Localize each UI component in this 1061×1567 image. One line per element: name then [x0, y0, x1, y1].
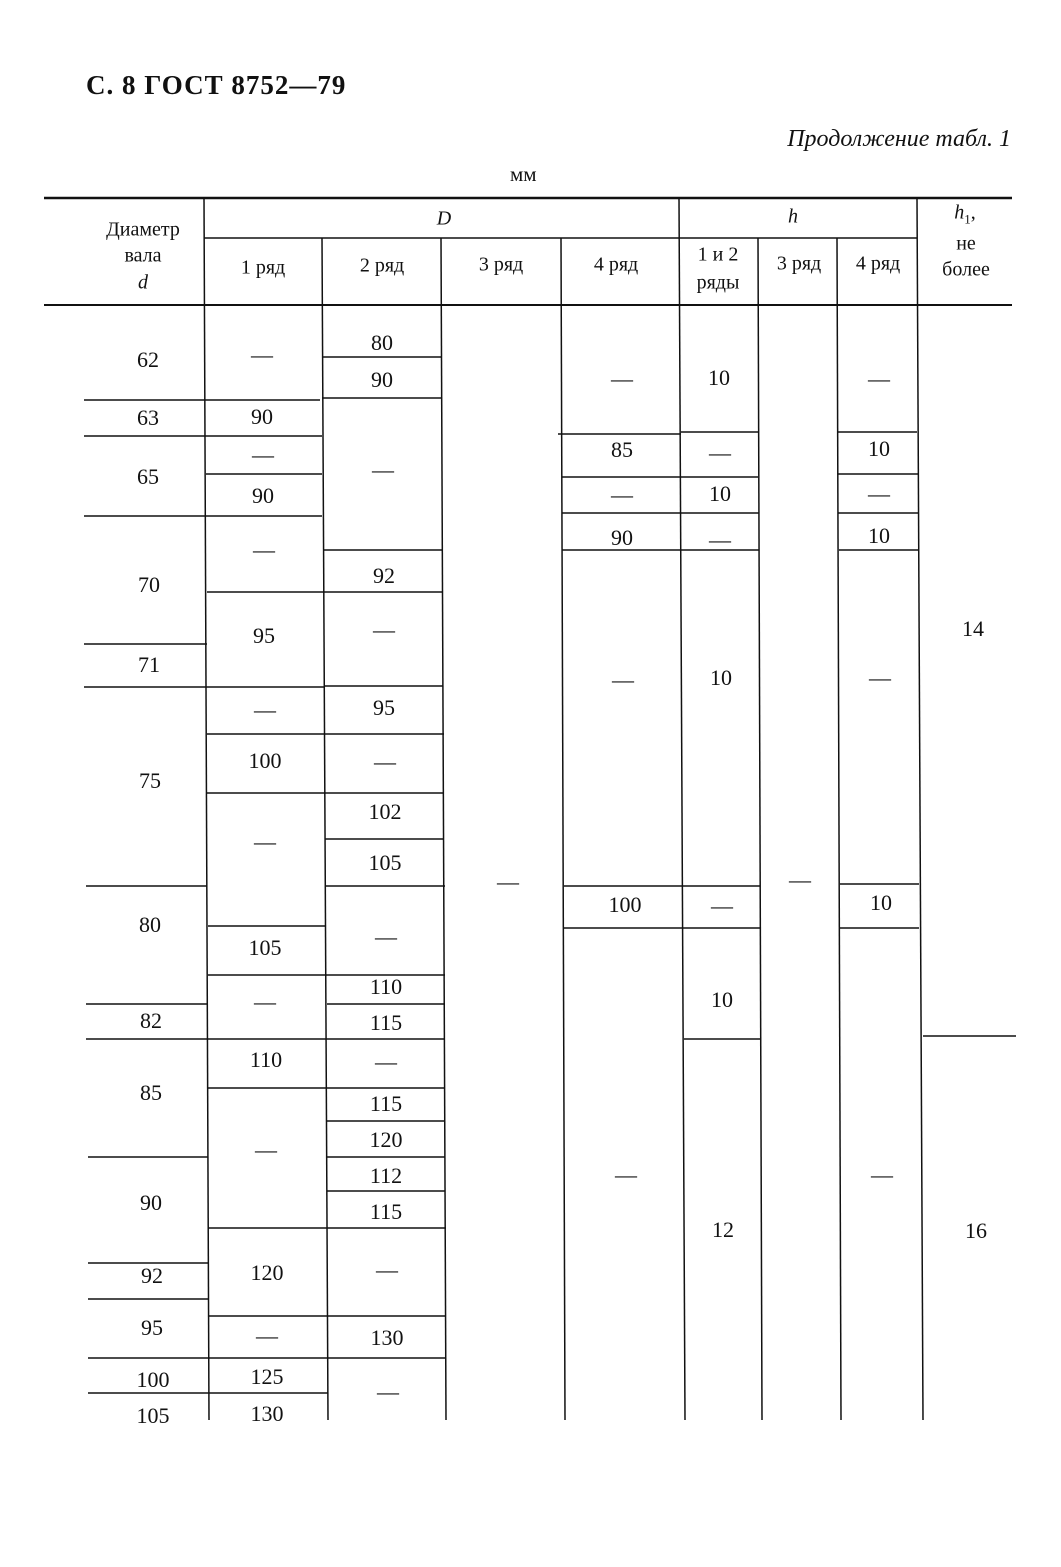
D2-cell: — — [377, 1379, 399, 1404]
D2-cell: 80 — [371, 330, 393, 355]
col-D2-header: 2 ряд — [359, 254, 405, 277]
d-cell: 105 — [136, 1403, 170, 1428]
D2-cell: — — [373, 617, 395, 642]
D1-cell: 95 — [253, 623, 275, 648]
col-h12-header-line1: 1 и 2 — [697, 243, 739, 266]
D1-cell: 125 — [250, 1364, 284, 1389]
D1-cell: — — [255, 1137, 277, 1162]
col-h-header: h — [788, 205, 798, 228]
h4-cell: 10 — [868, 436, 890, 461]
h1-cell: 14 — [962, 616, 984, 641]
h12-cell: — — [711, 893, 733, 918]
d-cell: 95 — [141, 1315, 163, 1340]
d-cell: 92 — [141, 1263, 163, 1288]
D1-cell: 100 — [248, 748, 282, 773]
D1-cell: — — [252, 442, 274, 467]
col-h1-header-line1 — [954, 201, 976, 232]
table-continuation-label: Продолжение табл. 1 — [787, 126, 1011, 152]
col-h1-header-line2: не — [956, 232, 976, 255]
h1-cell: 16 — [965, 1218, 987, 1243]
D1-cell: 105 — [248, 935, 282, 960]
D2-cell: — — [374, 749, 396, 774]
D2-cell: 115 — [369, 1091, 403, 1116]
unit-label: мм — [510, 162, 537, 186]
D2-cell: — — [375, 924, 397, 949]
D4-cell: — — [612, 667, 634, 692]
col-d-header-line2: вала — [124, 244, 162, 267]
col-d-header-line3: d — [138, 271, 148, 294]
D2-cell: 90 — [371, 367, 393, 392]
D1-cell: 90 — [251, 404, 273, 429]
h4-cell: — — [871, 1162, 893, 1187]
D1-cell: — — [254, 697, 276, 722]
h12-cell: 12 — [712, 1217, 734, 1242]
D1-cell: — — [256, 1323, 278, 1348]
D2-cell: 130 — [370, 1325, 404, 1350]
D2-cell: 115 — [369, 1010, 403, 1035]
D4-cell: 90 — [611, 525, 633, 550]
D4-cell: — — [611, 482, 633, 507]
D4-cell: 100 — [608, 892, 642, 917]
d-cell: 100 — [136, 1367, 170, 1392]
D1-cell: — — [254, 829, 276, 854]
D1-cell: 90 — [252, 483, 274, 508]
h12-cell: 10 — [709, 481, 731, 506]
col-D4-header: 4 ряд — [593, 253, 639, 276]
D1-cell: — — [254, 989, 276, 1014]
D2-cell: 110 — [369, 974, 403, 999]
D2-cell: — — [375, 1049, 397, 1074]
col-D-header: D — [436, 207, 452, 230]
h4-cell: — — [868, 481, 890, 506]
h12-cell: 10 — [708, 365, 730, 390]
d-cell: 85 — [140, 1080, 162, 1105]
D2-cell: 92 — [373, 563, 395, 588]
col-D3-header: 3 ряд — [478, 253, 524, 276]
D1-cell: 120 — [250, 1260, 284, 1285]
h3-cell: — — [789, 867, 811, 892]
D2-cell: 115 — [369, 1199, 403, 1224]
D2-cell: — — [376, 1257, 398, 1282]
col-d-header-line1: Диаметр — [106, 218, 180, 241]
D2-cell: — — [372, 457, 394, 482]
d-cell: 63 — [137, 405, 159, 430]
col-h1-comma: , — [970, 201, 976, 224]
col-h1-header-line3: более — [942, 258, 990, 281]
D2-cell: 95 — [373, 695, 395, 720]
D2-cell: 120 — [369, 1127, 403, 1152]
D4-cell: 85 — [611, 437, 633, 462]
D4-cell: — — [615, 1162, 637, 1187]
d-cell: 90 — [140, 1190, 162, 1215]
col-h4-header: 4 ряд — [855, 252, 901, 275]
d-cell: 80 — [139, 912, 161, 937]
d-cell: 75 — [139, 768, 161, 793]
h4-cell: 10 — [870, 890, 892, 915]
h12-cell: 10 — [710, 665, 732, 690]
D1-cell: 110 — [249, 1047, 283, 1072]
h12-cell: 10 — [711, 987, 733, 1012]
col-D1-header: 1 ряд — [240, 256, 286, 279]
D4-cell: — — [611, 366, 633, 391]
d-cell: 62 — [137, 347, 159, 372]
page-header: С. 8 ГОСТ 8752—79 — [86, 70, 347, 100]
h4-cell: 10 — [868, 523, 890, 548]
h12-cell: — — [709, 440, 731, 465]
h4-cell: — — [869, 665, 891, 690]
d-cell: 71 — [138, 652, 160, 677]
D1-cell: — — [251, 342, 273, 367]
col-h1-subscript: 1 — [964, 211, 971, 227]
D2-cell: 112 — [369, 1163, 403, 1188]
D1-cell: 130 — [250, 1401, 284, 1426]
h4-cell: — — [868, 366, 890, 391]
col-h12-header-line2: ряды — [696, 271, 740, 294]
d-cell: 82 — [140, 1008, 162, 1033]
D1-cell: — — [253, 537, 275, 562]
D3-cell: — — [497, 869, 519, 894]
col-h3-header: 3 ряд — [776, 252, 822, 275]
d-cell: 65 — [137, 464, 159, 489]
D2-cell: 105 — [368, 850, 402, 875]
d-cell: 70 — [138, 572, 160, 597]
h12-cell: — — [709, 527, 731, 552]
D2-cell: 102 — [368, 799, 402, 824]
col-h1-symbol: h — [954, 201, 965, 224]
